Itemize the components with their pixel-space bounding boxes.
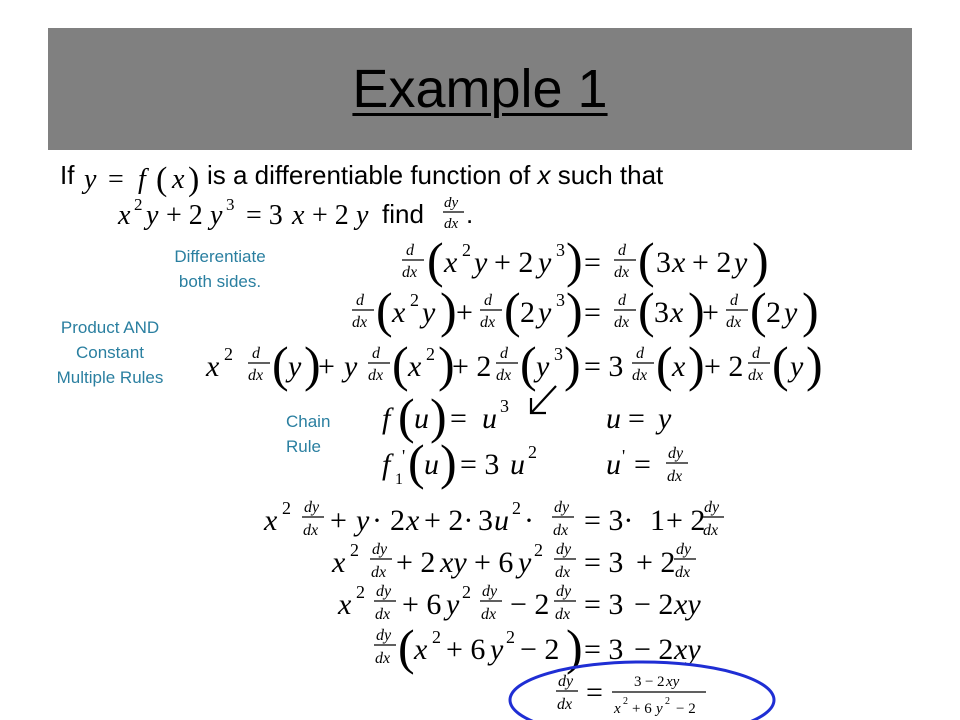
svg-text:): ) xyxy=(438,336,455,392)
annotation-rules-line-2: Constant xyxy=(75,343,145,362)
svg-text:y: y xyxy=(490,633,504,666)
svg-text:(: ( xyxy=(156,161,168,198)
svg-text:= 3: = 3 xyxy=(584,588,624,621)
svg-text:3: 3 xyxy=(500,396,509,416)
svg-text:y: y xyxy=(538,296,552,329)
svg-text:dx: dx xyxy=(375,606,391,623)
svg-text:dx: dx xyxy=(303,522,319,539)
slide-title: Example 1 xyxy=(352,59,608,119)
svg-text:xy: xy xyxy=(666,674,680,690)
svg-text:dx: dx xyxy=(614,264,630,281)
svg-text:(: ( xyxy=(376,282,393,338)
svg-text:dx: dx xyxy=(481,606,497,623)
svg-text:x: x xyxy=(672,246,686,279)
svg-text:3: 3 xyxy=(556,290,565,310)
svg-text:−: − xyxy=(645,674,654,690)
svg-text:d: d xyxy=(618,292,626,309)
svg-text:(: ( xyxy=(272,336,289,392)
svg-text:+ 2: + 2 xyxy=(494,246,534,279)
svg-text:d: d xyxy=(406,242,414,259)
svg-text:y: y xyxy=(344,350,358,383)
svg-text:(: ( xyxy=(504,282,521,338)
svg-text:dx: dx xyxy=(555,564,571,581)
svg-text:2: 2 xyxy=(426,344,435,364)
svg-text:(: ( xyxy=(638,282,655,338)
svg-text:dx: dx xyxy=(402,264,418,281)
svg-text:f: f xyxy=(138,164,146,195)
annotation-chain-line-1: Chain xyxy=(286,412,331,431)
eq-step-7 xyxy=(374,619,701,675)
svg-text:d: d xyxy=(618,242,626,259)
svg-text:dx: dx xyxy=(667,468,683,485)
svg-text:y: y xyxy=(210,200,223,231)
eq-target-dydx xyxy=(443,195,464,232)
svg-text:dx: dx xyxy=(480,314,496,331)
svg-text:dy: dy xyxy=(668,445,684,462)
svg-text:x: x xyxy=(338,588,352,621)
problem-period: . xyxy=(466,199,474,229)
svg-text:xy: xy xyxy=(674,633,701,666)
svg-text:x: x xyxy=(444,246,458,279)
problem-clause-2: such that xyxy=(557,160,664,190)
svg-text:d: d xyxy=(636,345,644,362)
svg-text:d: d xyxy=(372,345,380,362)
svg-text:): ) xyxy=(688,336,705,392)
svg-text:2: 2 xyxy=(506,627,515,647)
svg-text:3: 3 xyxy=(634,674,642,690)
svg-text:): ) xyxy=(430,388,447,444)
svg-text:= 3: = 3 xyxy=(584,633,624,666)
svg-text:2: 2 xyxy=(432,627,441,647)
svg-text:): ) xyxy=(688,282,705,338)
svg-text:− 2: − 2 xyxy=(634,633,674,666)
svg-text:= 3: = 3 xyxy=(460,448,500,481)
annotation-differentiate-line-1: Differentiate xyxy=(174,247,266,266)
svg-text:+ 6: + 6 xyxy=(402,588,442,621)
svg-text:2: 2 xyxy=(410,290,419,310)
svg-text:2: 2 xyxy=(766,296,781,329)
svg-text:y: y xyxy=(518,546,532,579)
svg-text:+ 2: + 2 xyxy=(166,200,203,231)
svg-text:y: y xyxy=(734,246,748,279)
svg-text:2: 2 xyxy=(512,498,521,518)
svg-text:− 2: − 2 xyxy=(520,633,560,666)
eq-chain-uprime xyxy=(606,445,688,485)
svg-text:f: f xyxy=(382,448,391,481)
svg-text:2: 2 xyxy=(350,540,359,560)
svg-text:− 2: − 2 xyxy=(510,588,550,621)
svg-text:y: y xyxy=(422,296,436,329)
svg-text:y: y xyxy=(356,504,370,537)
eq-answer xyxy=(556,673,706,717)
svg-text:dx: dx xyxy=(555,606,571,623)
svg-text:): ) xyxy=(566,619,583,675)
svg-text:u: u xyxy=(494,504,509,537)
svg-text:dx: dx xyxy=(614,314,630,331)
svg-text:dx: dx xyxy=(444,216,459,232)
svg-text:dx: dx xyxy=(248,367,264,384)
svg-text:d: d xyxy=(752,345,760,362)
svg-text:=: = xyxy=(586,676,603,709)
svg-text:(: ( xyxy=(392,336,409,392)
svg-text:+: + xyxy=(702,296,719,329)
svg-text:=: = xyxy=(584,246,601,279)
svg-text:x: x xyxy=(172,164,185,195)
svg-text:dy: dy xyxy=(444,195,459,211)
svg-text:2: 2 xyxy=(623,696,628,707)
annotation-differentiate-line-2: both sides. xyxy=(178,272,262,291)
svg-text:y: y xyxy=(84,164,97,195)
svg-text:3: 3 xyxy=(656,246,671,279)
svg-text:+ 6: + 6 xyxy=(474,546,514,579)
svg-text:y: y xyxy=(790,350,804,383)
svg-text:': ' xyxy=(622,446,626,466)
svg-text:x: x xyxy=(206,350,220,383)
svg-text:dx: dx xyxy=(375,650,391,667)
svg-text:u: u xyxy=(606,402,621,435)
svg-text:+: + xyxy=(330,504,347,537)
svg-text:y: y xyxy=(474,246,488,279)
svg-text:=: = xyxy=(628,402,645,435)
svg-text:y: y xyxy=(658,402,672,435)
svg-text:dy: dy xyxy=(556,541,572,558)
svg-text:2: 2 xyxy=(224,344,233,364)
svg-text:dy: dy xyxy=(676,541,692,558)
svg-text:x: x xyxy=(392,296,406,329)
svg-text:2: 2 xyxy=(356,582,365,602)
svg-text:x: x xyxy=(118,200,131,231)
svg-text:+ 2: + 2 xyxy=(666,504,706,537)
svg-text:dy: dy xyxy=(482,583,498,600)
svg-text:(: ( xyxy=(772,336,789,392)
svg-text:− 2: − 2 xyxy=(634,588,674,621)
svg-text:d: d xyxy=(252,345,260,362)
svg-text:2: 2 xyxy=(534,540,543,560)
svg-text:y: y xyxy=(536,350,550,383)
svg-text:+ 6: + 6 xyxy=(446,633,486,666)
svg-text:x: x xyxy=(414,633,428,666)
svg-text:): ) xyxy=(752,232,769,288)
svg-text:xy: xy xyxy=(674,588,701,621)
eq-step-6 xyxy=(337,582,701,623)
problem-find: find xyxy=(382,199,424,229)
svg-text:): ) xyxy=(304,336,321,392)
svg-text:+: + xyxy=(318,350,335,383)
svg-text:u: u xyxy=(414,402,429,435)
annotation-chain-line-2: Rule xyxy=(286,437,321,456)
svg-text:=: = xyxy=(584,296,601,329)
svg-text:): ) xyxy=(566,232,583,288)
svg-text:y: y xyxy=(656,701,663,717)
svg-text:): ) xyxy=(440,434,457,490)
svg-text:): ) xyxy=(564,336,581,392)
annotation-rules-line-3: Multiple Rules xyxy=(56,368,164,387)
problem-clause-1: is a differentiable function of xyxy=(207,160,531,190)
svg-text:2: 2 xyxy=(282,498,291,518)
svg-text:3: 3 xyxy=(226,195,235,214)
svg-text:=: = xyxy=(450,402,467,435)
svg-text:dx: dx xyxy=(352,314,368,331)
svg-text:2: 2 xyxy=(665,696,670,707)
eq-function-def xyxy=(81,161,199,198)
svg-text:3: 3 xyxy=(654,296,669,329)
svg-text:u: u xyxy=(510,448,525,481)
svg-text:=: = xyxy=(634,448,651,481)
svg-text:3: 3 xyxy=(556,240,565,260)
svg-text:·: · xyxy=(524,504,534,537)
svg-text:x: x xyxy=(264,504,278,537)
svg-text:d: d xyxy=(356,292,364,309)
svg-text:dy: dy xyxy=(704,499,720,516)
svg-text:xy: xy xyxy=(440,546,467,579)
svg-text:=: = xyxy=(108,164,124,195)
svg-text:+ 2: + 2 xyxy=(636,546,676,579)
svg-text:= 3·: = 3· xyxy=(584,504,634,537)
svg-text:2: 2 xyxy=(462,240,471,260)
svg-text:dx: dx xyxy=(371,564,387,581)
svg-text:− 2: − 2 xyxy=(676,701,696,717)
svg-text:(: ( xyxy=(408,434,425,490)
svg-text:dy: dy xyxy=(558,673,574,690)
svg-text:dx: dx xyxy=(748,367,764,384)
svg-text:2: 2 xyxy=(462,582,471,602)
svg-text:x: x xyxy=(406,504,420,537)
svg-text:dx: dx xyxy=(496,367,512,384)
svg-text:dy: dy xyxy=(554,499,570,516)
svg-text:dx: dx xyxy=(368,367,384,384)
svg-text:y: y xyxy=(784,296,798,329)
svg-text:3: 3 xyxy=(554,344,563,364)
svg-text:d: d xyxy=(730,292,738,309)
eq-step-4 xyxy=(263,498,724,539)
svg-text:x: x xyxy=(292,200,305,231)
svg-text:dx: dx xyxy=(703,522,719,539)
svg-text:dy: dy xyxy=(376,627,392,644)
problem-var-x: x xyxy=(537,160,551,190)
svg-text:1: 1 xyxy=(650,504,665,537)
svg-text:3: 3 xyxy=(478,504,493,537)
svg-text:2: 2 xyxy=(134,195,143,214)
svg-text:): ) xyxy=(802,282,819,338)
svg-text:+ 6: + 6 xyxy=(632,701,652,717)
svg-text:+ 2·: + 2· xyxy=(424,504,474,537)
eq-step-1 xyxy=(402,232,769,288)
svg-text:+ 2: + 2 xyxy=(312,200,349,231)
svg-text:+ 2: + 2 xyxy=(704,350,744,383)
svg-text:+ 2: + 2 xyxy=(692,246,732,279)
svg-text:+: + xyxy=(456,296,473,329)
eq-step-3 xyxy=(205,336,823,392)
svg-text:d: d xyxy=(500,345,508,362)
svg-text:(: ( xyxy=(656,336,673,392)
svg-text:dy: dy xyxy=(376,583,392,600)
svg-text:= 3: = 3 xyxy=(584,350,624,383)
svg-text:': ' xyxy=(402,446,406,466)
svg-text:(: ( xyxy=(398,619,415,675)
svg-text:dx: dx xyxy=(726,314,742,331)
svg-text:x: x xyxy=(332,546,346,579)
svg-text:y: y xyxy=(356,200,369,231)
svg-text:2: 2 xyxy=(520,296,535,329)
problem-if: If xyxy=(60,160,75,190)
svg-text:dy: dy xyxy=(372,541,388,558)
svg-text:y: y xyxy=(288,350,302,383)
svg-text:+ 2: + 2 xyxy=(396,546,436,579)
svg-text:(: ( xyxy=(750,282,767,338)
svg-text:(: ( xyxy=(638,232,655,288)
svg-text:y: y xyxy=(446,588,460,621)
svg-text:dx: dx xyxy=(557,696,573,713)
svg-text:dx: dx xyxy=(675,564,691,581)
svg-text:= 3: = 3 xyxy=(584,546,624,579)
svg-text:+ 2: + 2 xyxy=(452,350,492,383)
svg-text:= 3: = 3 xyxy=(246,200,283,231)
svg-text:x: x xyxy=(672,350,686,383)
svg-text:(: ( xyxy=(520,336,537,392)
svg-text:): ) xyxy=(566,282,583,338)
svg-text:x: x xyxy=(614,701,621,717)
svg-text:f: f xyxy=(382,402,391,435)
svg-text:x: x xyxy=(408,350,422,383)
eq-step-5 xyxy=(331,540,696,581)
annotation-rules-line-1: Product AND xyxy=(60,318,160,337)
eq-chain-u xyxy=(606,402,672,435)
eq-given xyxy=(117,195,369,231)
svg-text:y: y xyxy=(146,200,159,231)
svg-text:u: u xyxy=(424,448,439,481)
svg-text:y: y xyxy=(538,246,552,279)
svg-text:dx: dx xyxy=(632,367,648,384)
svg-text:2: 2 xyxy=(657,674,665,690)
svg-text:(: ( xyxy=(427,232,444,288)
svg-text:2: 2 xyxy=(390,504,405,537)
svg-text:x: x xyxy=(670,296,684,329)
svg-text:): ) xyxy=(806,336,823,392)
svg-text:·: · xyxy=(372,504,382,537)
svg-text:): ) xyxy=(188,161,200,198)
svg-text:(: ( xyxy=(398,388,415,444)
svg-text:u: u xyxy=(606,448,621,481)
svg-text:dx: dx xyxy=(553,522,569,539)
svg-text:dy: dy xyxy=(556,583,572,600)
svg-text:2: 2 xyxy=(528,442,537,462)
svg-text:): ) xyxy=(440,282,457,338)
svg-text:u: u xyxy=(482,402,497,435)
eq-step-2 xyxy=(352,282,819,338)
svg-text:dy: dy xyxy=(304,499,320,516)
svg-text:d: d xyxy=(484,292,492,309)
svg-text:1: 1 xyxy=(395,471,403,488)
